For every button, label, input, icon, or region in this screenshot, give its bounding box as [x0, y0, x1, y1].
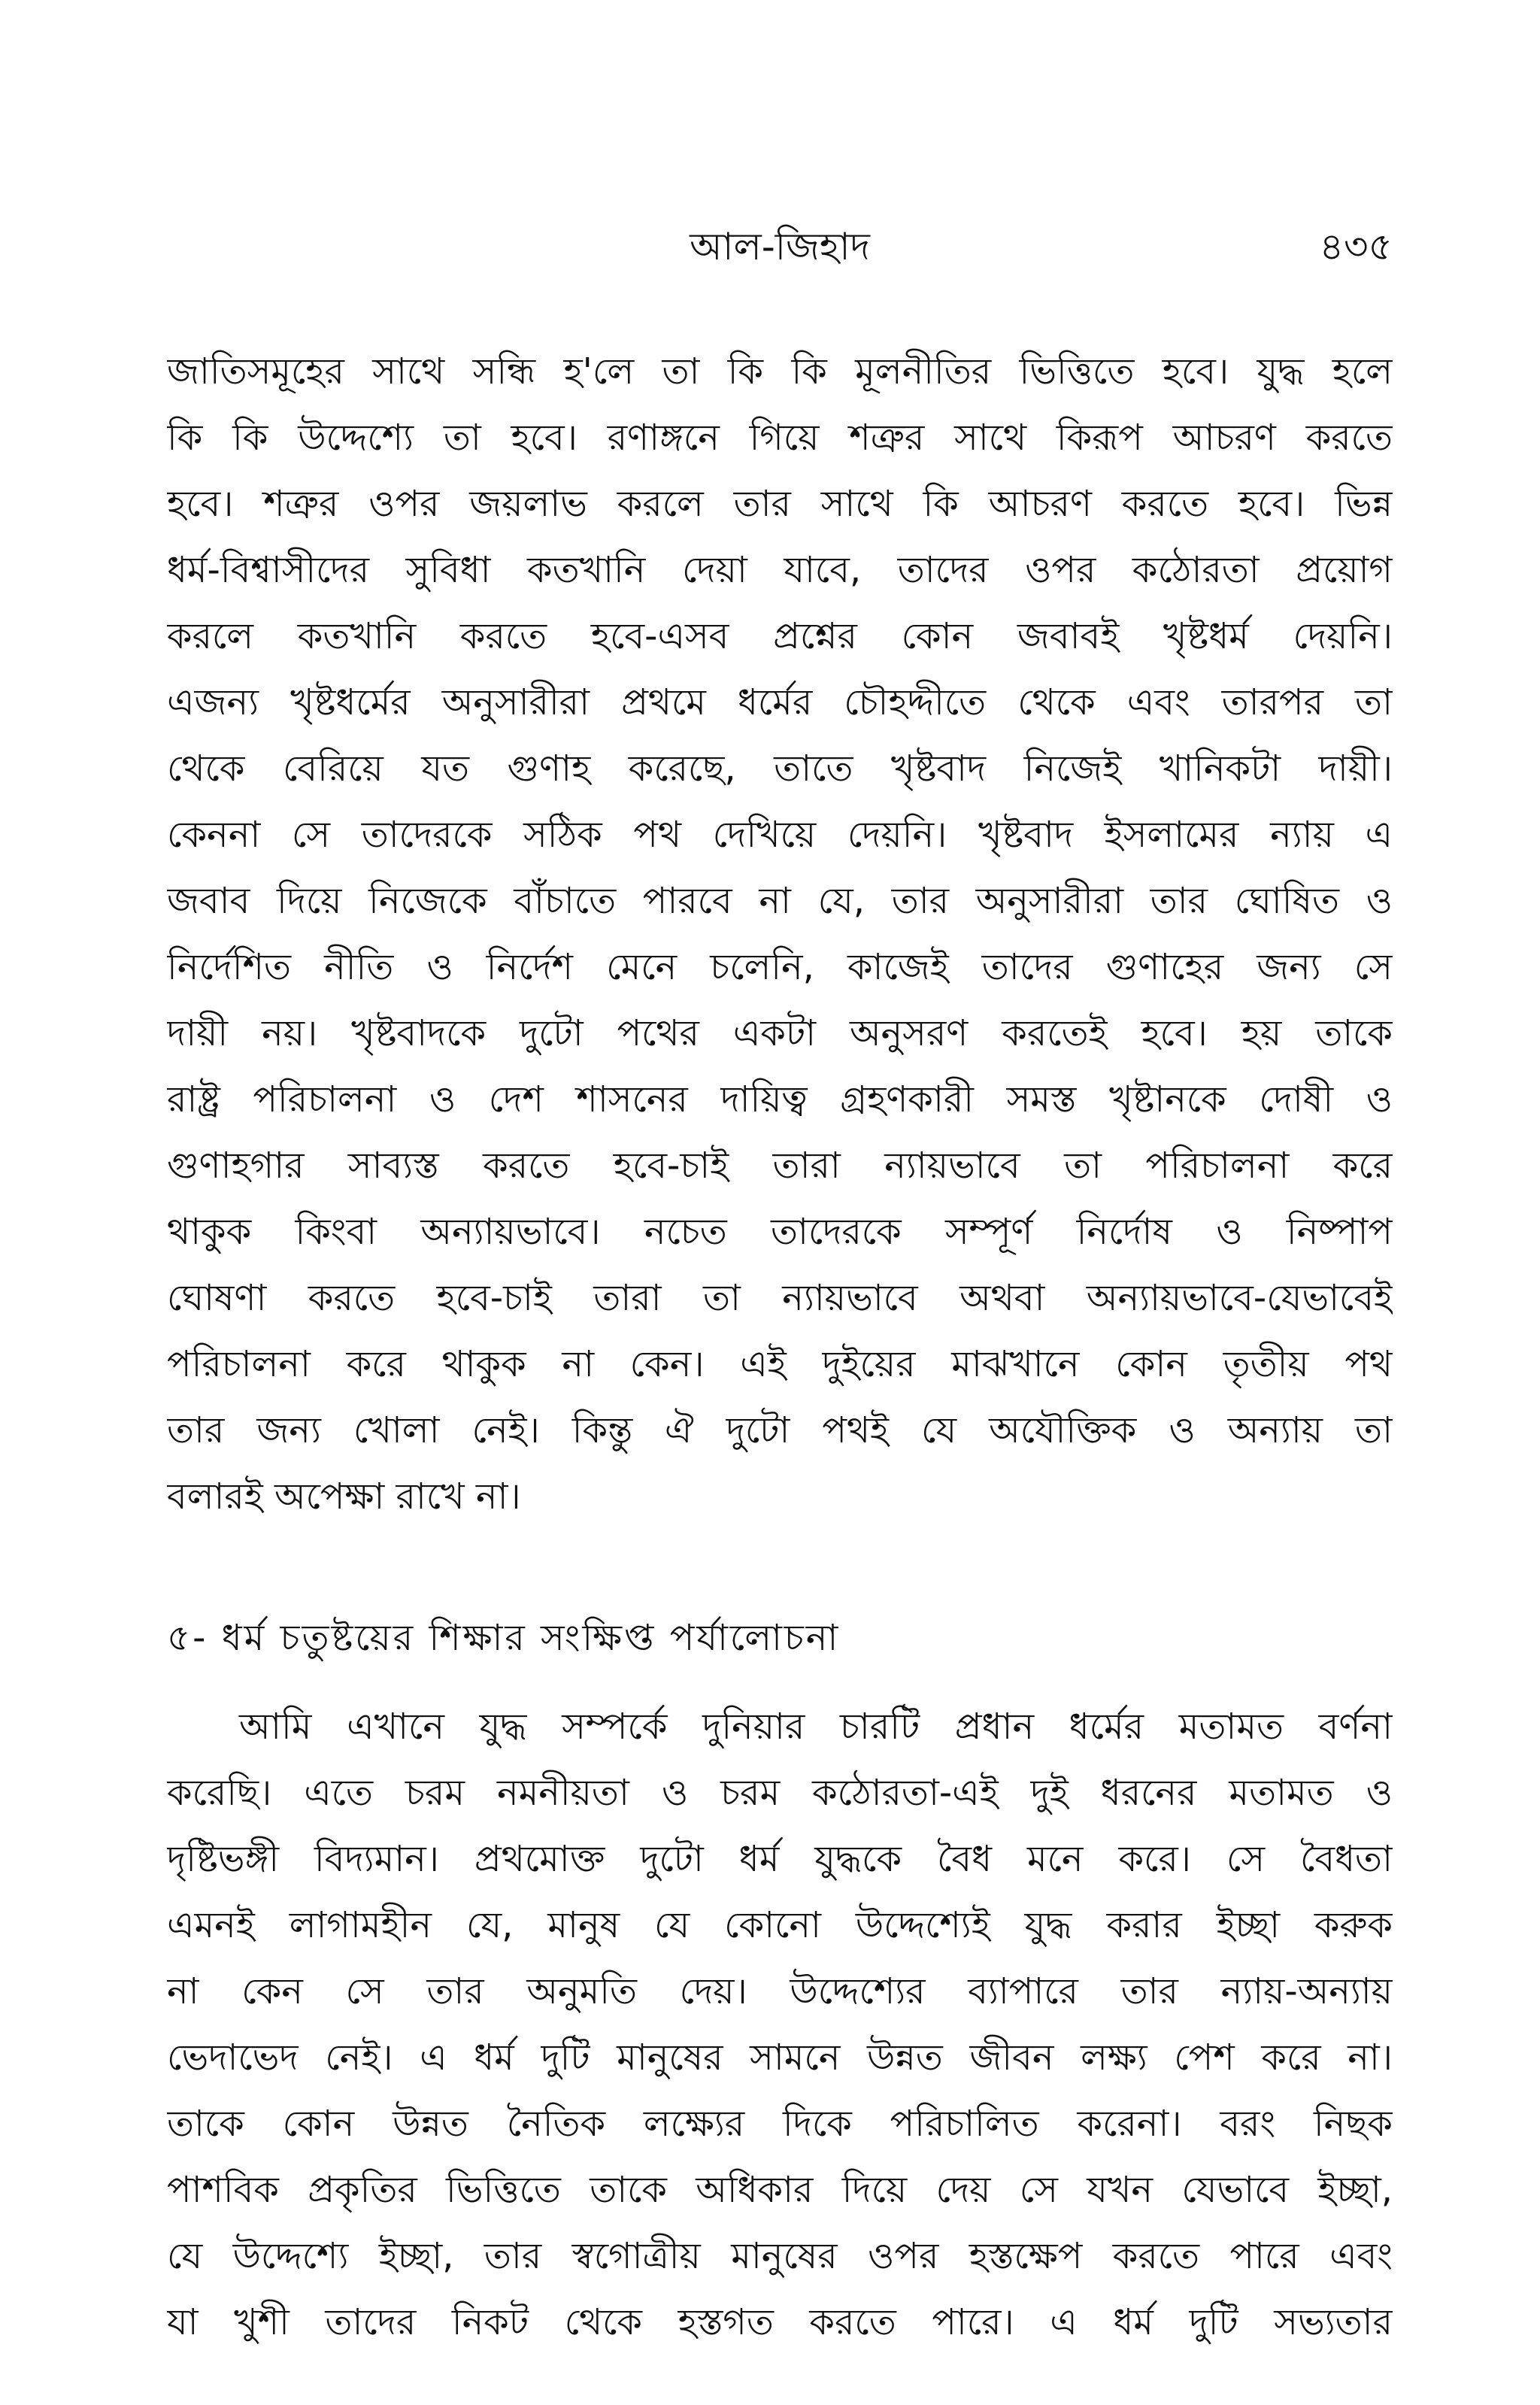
text-line: দায়ী নয়। খৃষ্টবাদকে দুটো পথের একটা অনুসরণ করতেই হবে। হয় তাকে — [167, 1012, 1393, 1054]
text-line: ঘোষণা করতে হবে-চাই তারা তা ন্যায়ভাবে অথবা অন্যায়ভাবে-যেভাবেই — [167, 1277, 1393, 1319]
text-line: থাকুক কিংবা অন্যায়ভাবে। নচেত তাদেরকে সম্পূর্ণ নির্দোষ ও নিষ্পাপ — [167, 1211, 1393, 1253]
paragraph-1 — [167, 338, 1393, 1530]
text-line: করলে কতখানি করতে হবে-এসব প্রশ্নের কোন জবাবই খৃষ্টধর্ম দেয়নি। — [167, 615, 1393, 657]
text-line: করেছি। এতে চরম নমনীয়তা ও চরম কঠোরতা-এই দুই ধরনের মতামত ও — [167, 1772, 1393, 1814]
text-line: দৃষ্টিভঙ্গী বিদ্যমান। প্রথমোক্ত দুটো ধর্ম যুদ্ধকে বৈধ মনে করে। সে বৈধতা — [167, 1838, 1393, 1880]
text-line: গুণাহগার সাব্যস্ত করতে হবে-চাই তারা ন্যায়ভাবে তা পরিচালনা করে — [167, 1145, 1393, 1187]
text-line: রাষ্ট্র পরিচালনা ও দেশ শাসনের দায়িত্ব গ্রহণকারী সমস্ত খৃষ্টানকে দোষী ও — [167, 1078, 1393, 1121]
text-line: পরিচালনা করে থাকুক না কেন। এই দুইয়ের মাঝখানে কোন তৃতীয় পথ — [167, 1343, 1393, 1385]
paragraph-2 — [167, 1694, 1393, 2355]
text-line: তাকে কোন উন্নত নৈতিক লক্ষ্যের দিকে পরিচালিত করেনা। বরং নিছক — [167, 2103, 1393, 2145]
text-line: ভেদাভেদ নেই। এ ধর্ম দুটি মানুষের সামনে উন্নত জীবন লক্ষ্য পেশ করে না। — [167, 2037, 1393, 2079]
section-heading: ৫- ধর্ম চতুষ্টয়ের শিক্ষার সংক্ষিপ্ত পর্যালোচনা — [167, 1617, 841, 1659]
text-line: এমনই লাগামহীন যে, মানুষ যে কোনো উদ্দেশ্যেই যুদ্ধ করার ইচ্ছা করুক — [167, 1904, 1393, 1946]
text-line: জবাব দিয়ে নিজেকে বাঁচাতে পারবে না যে, তার অনুসারীরা তার ঘোষিত ও — [167, 880, 1393, 922]
text-line: হবে। শত্রুর ওপর জয়লাভ করলে তার সাথে কি আচরণ করতে হবে। ভিন্ন — [167, 483, 1393, 525]
text-line: কি কি উদ্দেশ্যে তা হবে। রণাঙ্গনে গিয়ে শত্রুর সাথে কিরূপ আচরণ করতে — [167, 417, 1393, 459]
text-line: পাশবিক প্রকৃতির ভিত্তিতে তাকে অধিকার দিয়ে দেয় সে যখন যেভাবে ইচ্ছা, — [167, 2169, 1393, 2211]
text-line: আমি এখানে যুদ্ধ সম্পর্কে দুনিয়ার চারটি প্রধান ধর্মের মতামত বর্ণনা — [239, 1706, 1393, 1748]
text-line: থেকে বেরিয়ে যত গুণাহ করেছে, তাতে খৃষ্টবাদ নিজেই খানিকটা দায়ী। — [167, 748, 1393, 790]
text-line: তার জন্য খোলা নেই। কিন্তু ঐ দুটো পথই যে অযৌক্তিক ও অন্যায় তা — [167, 1409, 1393, 1451]
text-line: যা খুশী তাদের নিকট থেকে হস্তগত করতে পারে। এ ধর্ম দুটি সভ্যতার — [167, 2301, 1393, 2343]
text-line: যে উদ্দেশ্যে ইচ্ছা, তার স্বগোত্রীয় মানুষের ওপর হস্তক্ষেপ করতে পারে এবং — [167, 2235, 1393, 2277]
running-title: আল-জিহাদ — [690, 225, 870, 268]
text-line: কেননা সে তাদেরকে সঠিক পথ দেখিয়ে দেয়নি। খৃষ্টবাদ ইসলামের ন্যায় এ — [167, 814, 1393, 856]
text-line: বলারই অপেক্ষা রাখে না। — [167, 1475, 521, 1518]
text-line: না কেন সে তার অনুমতি দেয়। উদ্দেশ্যের ব্যাপারে তার ন্যায়-অন্যায় — [167, 1970, 1393, 2012]
text-line: জাতিসমূহের সাথে সন্ধি হ'লে তা কি কি মূলনীতির ভিত্তিতে হবে। যুদ্ধ হলে — [167, 350, 1393, 393]
text-line: নির্দেশিত নীতি ও নির্দেশ মেনে চলেনি, কাজেই তাদের গুণাহের জন্য সে — [167, 946, 1393, 988]
page-number: ৪৩৫ — [1319, 225, 1393, 268]
text-line: এজন্য খৃষ্টধর্মের অনুসারীরা প্রথমে ধর্মের চৌহদ্দীতে থেকে এবং তারপর তা — [167, 681, 1393, 723]
text-line: ধর্ম-বিশ্বাসীদের সুবিধা কতখানি দেয়া যাবে, তাদের ওপর কঠোরতা প্রয়োগ — [167, 549, 1393, 591]
running-header — [167, 217, 1393, 284]
